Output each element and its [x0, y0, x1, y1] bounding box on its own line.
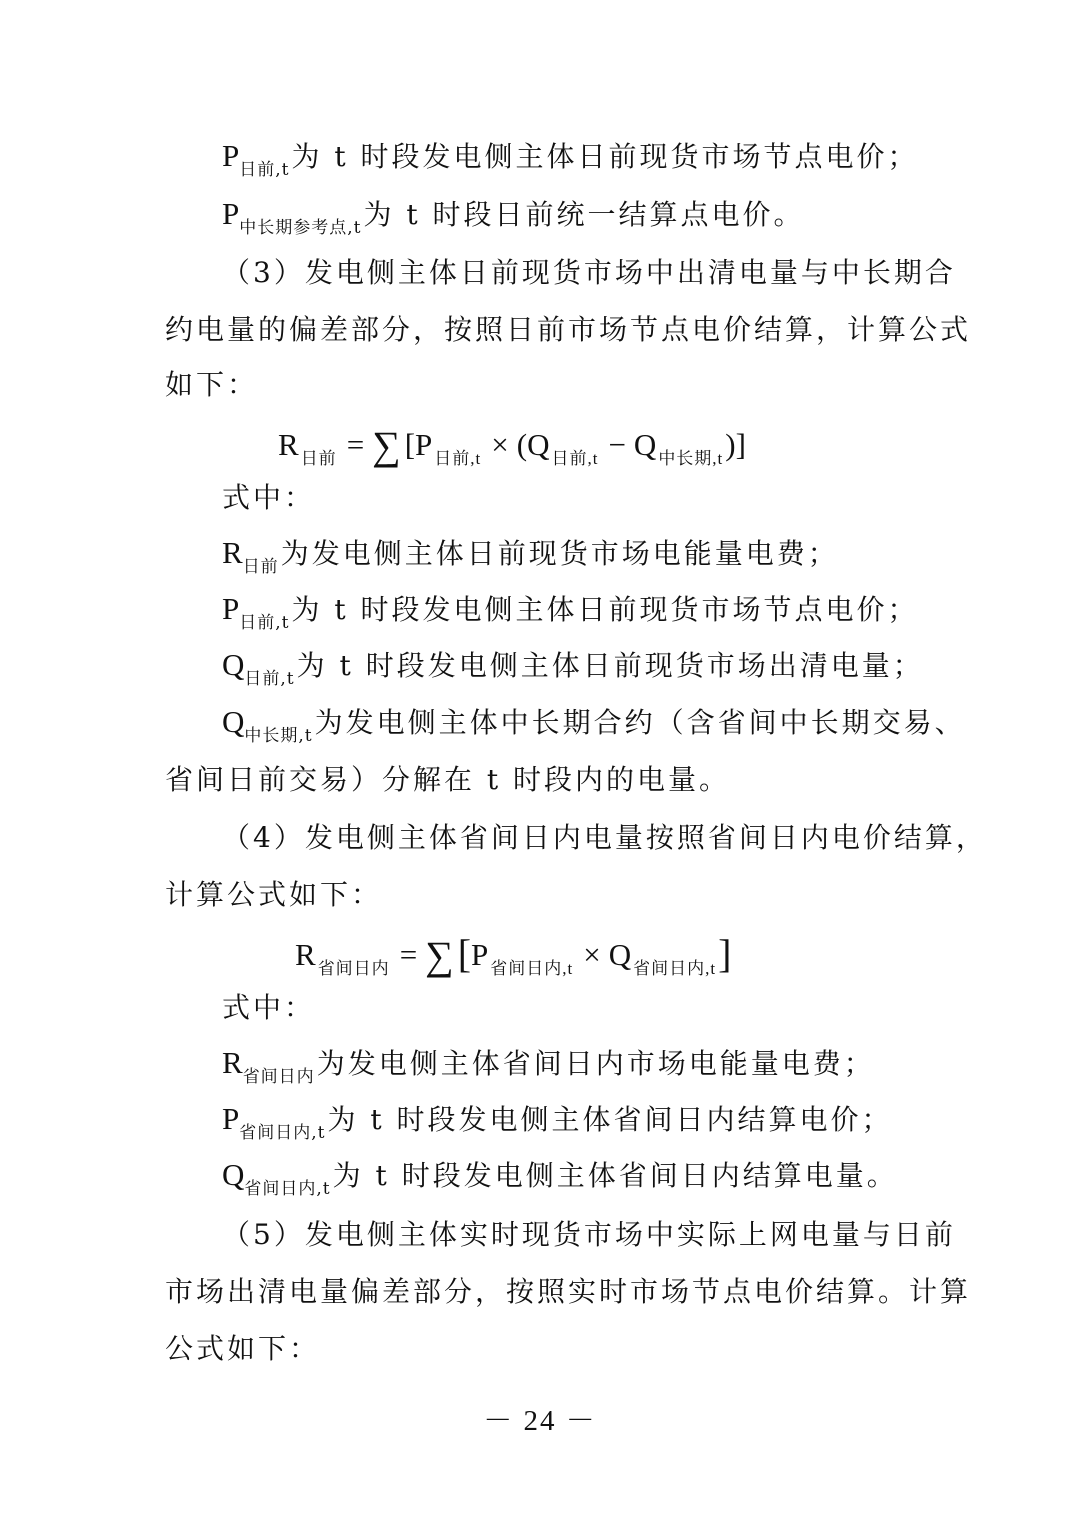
symbol: P — [222, 196, 240, 231]
paragraph-5-line-2: 市场出清电量偏差部分，按照实时市场节点电价结算。计算 — [165, 1275, 972, 1308]
subscript: 省间日内 — [242, 1067, 315, 1087]
subscript: 日前,t — [239, 613, 290, 633]
subscript: 日前,t — [244, 669, 295, 689]
formula-intraday-fee — [295, 930, 731, 982]
subscript: 中长期参考点,t — [239, 218, 362, 238]
formula-q1: Q — [527, 427, 550, 462]
subscript: 日前 — [242, 557, 279, 577]
paragraph-3-line-2: 约电量的偏差部分，按照日前市场节点电价结算，计算公式 — [165, 313, 972, 346]
subscript: 省间日内,t — [244, 1179, 331, 1199]
definition-text: 为 t 时段发电侧主体省间日内结算电价； — [327, 1103, 893, 1136]
symbol: R — [222, 535, 243, 570]
definition-q-day-ahead — [222, 645, 924, 690]
formula-q-sub: 省间日内,t — [633, 959, 717, 978]
subscript: 日前,t — [239, 160, 290, 180]
formula-q2-sub: 中长期,t — [658, 449, 724, 468]
sum-sign: ∑ — [372, 423, 401, 468]
times-sign: × — [491, 427, 509, 462]
formula-q2: Q — [633, 427, 657, 462]
right-paren: ) — [725, 427, 736, 462]
formula-q1-sub: 日前,t — [551, 449, 599, 468]
symbol: Q — [222, 1157, 245, 1192]
definition-text: 为 t 时段发电侧主体日前现货市场出清电量； — [296, 649, 924, 682]
definition-p-intraday — [222, 1099, 893, 1144]
equals-sign: = — [346, 427, 365, 462]
definition-r-day-ahead — [222, 533, 839, 578]
definition-text: 为发电侧主体日前现货市场电能量电费； — [280, 537, 839, 570]
definition-q-mid-long-term — [222, 702, 966, 747]
equals-sign: = — [399, 937, 418, 972]
times-sign: × — [583, 937, 601, 972]
where-label: 式中： — [222, 481, 316, 514]
page-number: － 24 － — [483, 1405, 597, 1437]
formula-p: P — [415, 427, 433, 462]
definition-text: 为 t 时段发电侧主体日前现货市场节点电价； — [291, 140, 919, 173]
paragraph-4-line-2: 计算公式如下： — [165, 878, 383, 911]
formula-lhs: R — [295, 937, 316, 972]
definition-text: 为 t 时段发电侧主体日前现货市场节点电价； — [291, 593, 919, 626]
left-bracket: [ — [457, 931, 472, 976]
definition-p-day-ahead-node — [222, 136, 919, 181]
symbol: R — [222, 1045, 243, 1080]
definition-text: 为 t 时段发电侧主体省间日内结算电量。 — [332, 1159, 898, 1192]
symbol: P — [222, 591, 240, 626]
formula-lhs-sub: 省间日内 — [317, 959, 390, 978]
paragraph-5-line-1: （5）发电侧主体实时现货市场中实际上网电量与日前 — [222, 1218, 956, 1251]
paragraph-4-line-1: （4）发电侧主体省间日内电量按照省间日内电价结算， — [222, 821, 987, 854]
formula-day-ahead-fee — [278, 420, 746, 472]
definition-r-intraday — [222, 1043, 875, 1088]
formula-p-sub: 日前,t — [434, 449, 482, 468]
definition-text: 为发电侧主体中长期合约（含省间中长期交易、 — [314, 706, 966, 739]
formula-p-sub: 省间日内,t — [490, 959, 574, 978]
sum-sign: ∑ — [425, 933, 454, 978]
right-bracket: ] — [735, 427, 746, 462]
subscript: 省间日内,t — [239, 1123, 326, 1143]
symbol: Q — [222, 704, 245, 739]
paragraph-5-line-3: 公式如下： — [165, 1332, 321, 1365]
subscript: 中长期,t — [244, 726, 313, 746]
formula-q: Q — [608, 937, 632, 972]
symbol: P — [222, 1101, 240, 1136]
right-bracket: ] — [718, 931, 732, 976]
left-bracket: [ — [404, 427, 416, 462]
definition-q-intraday — [222, 1155, 898, 1200]
formula-lhs-sub: 日前 — [300, 449, 337, 468]
definition-p-reference-point — [222, 194, 805, 239]
symbol: P — [222, 138, 240, 173]
minus-sign: − — [608, 427, 626, 462]
definition-text: 为发电侧主体省间日内市场电能量电费； — [316, 1047, 875, 1080]
symbol: Q — [222, 647, 245, 682]
definition-p-day-ahead — [222, 589, 919, 634]
where-label-2: 式中： — [222, 991, 316, 1024]
definition-text: 为 t 时段日前统一结算点电价。 — [363, 198, 805, 231]
paragraph-3-line-1: （3）发电侧主体日前现货市场中出清电量与中长期合 — [222, 256, 956, 289]
definition-q-mid-long-term-cont: 省间日前交易）分解在 t 时段内的电量。 — [165, 763, 731, 796]
left-paren: ( — [516, 427, 528, 462]
formula-p: P — [471, 937, 489, 972]
formula-lhs: R — [278, 427, 299, 462]
paragraph-3-line-3: 如下： — [165, 368, 259, 401]
